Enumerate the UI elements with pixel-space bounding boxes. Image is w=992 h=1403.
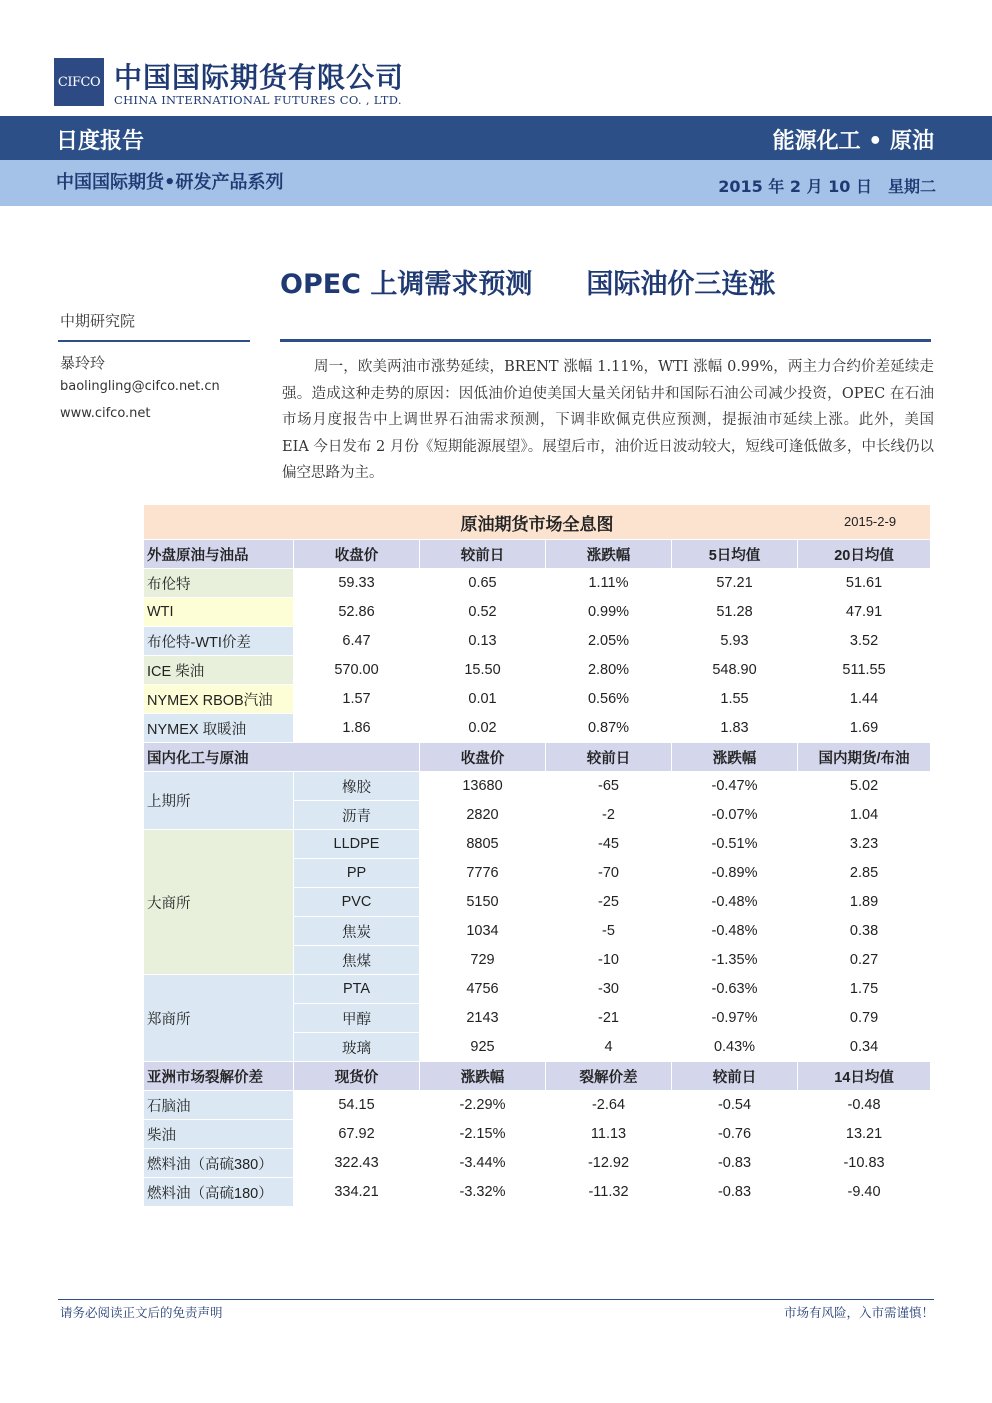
row-label: NYMEX 取暖油 (144, 714, 294, 743)
column-header: 20日均值 (798, 540, 931, 569)
product-label: 焦炭 (294, 917, 420, 946)
table-cell: 0.34 (798, 1033, 931, 1062)
risk-warning: 市场有风险，入市需谨慎！ (783, 1305, 934, 1320)
table-cell: 925 (420, 1033, 546, 1062)
market-overview-table (143, 504, 931, 1207)
column-header: 亚洲市场裂解价差 (144, 1062, 294, 1091)
table-cell: -30 (546, 975, 672, 1004)
table-row (144, 1178, 931, 1207)
table-cell: -65 (546, 772, 672, 801)
column-header: 涨跌幅 (420, 1062, 546, 1091)
table-row (144, 1091, 931, 1120)
section-header-row (144, 1062, 931, 1091)
table-date: 2015-2-9 (844, 514, 897, 529)
table-cell: 1.89 (798, 888, 931, 917)
table-cell: -0.47% (672, 772, 798, 801)
disclaimer-note: 请务必阅读正文后的免责声明 (60, 1305, 223, 1320)
table-cell: -1.35% (672, 946, 798, 975)
table-cell: -2.15% (420, 1120, 546, 1149)
table-caption (144, 505, 931, 540)
table-cell: 0.43% (672, 1033, 798, 1062)
table-cell: 2.80% (546, 656, 672, 685)
table-cell: 322.43 (294, 1149, 420, 1178)
table-cell: 57.21 (672, 569, 798, 598)
row-label: 燃料油（高硫180） (144, 1178, 294, 1207)
author-name: 暴玲玲 (60, 354, 106, 372)
table-row (144, 1149, 931, 1178)
column-header: 较前日 (420, 540, 546, 569)
product-label: 焦煤 (294, 946, 420, 975)
table-cell: 1.44 (798, 685, 931, 714)
table-row (144, 975, 931, 1004)
row-label: NYMEX RBOB汽油 (144, 685, 294, 714)
table-cell: -70 (546, 859, 672, 888)
table-cell: 7776 (420, 859, 546, 888)
product-label: PTA (294, 975, 420, 1004)
table-cell: -0.97% (672, 1004, 798, 1033)
column-header: 14日均值 (798, 1062, 931, 1091)
table-cell: -0.51% (672, 830, 798, 859)
table-cell: 0.87% (546, 714, 672, 743)
table-cell: 3.23 (798, 830, 931, 859)
report-series: 中国国际期货•研发产品系列 (56, 172, 284, 193)
row-label: 石脑油 (144, 1091, 294, 1120)
footer-divider (58, 1299, 934, 1300)
exchange-label: 上期所 (144, 772, 294, 830)
table-cell: -0.83 (672, 1178, 798, 1207)
cifco-logo (54, 58, 104, 106)
table-cell: -0.07% (672, 801, 798, 830)
product-label: PP (294, 859, 420, 888)
table-cell: -21 (546, 1004, 672, 1033)
table-cell: 5.93 (672, 627, 798, 656)
table-cell: -0.76 (672, 1120, 798, 1149)
company-name-en: CHINA INTERNATIONAL FUTURES CO. , LTD. (114, 93, 402, 107)
table-row (144, 772, 931, 801)
exchange-label: 郑商所 (144, 975, 294, 1062)
table-cell: 4756 (420, 975, 546, 1004)
table-cell: 59.33 (294, 569, 420, 598)
row-label: 布伦特-WTI价差 (144, 627, 294, 656)
table-cell: -11.32 (546, 1178, 672, 1207)
table-cell: 15.50 (420, 656, 546, 685)
table-cell: 1.55 (672, 685, 798, 714)
table-cell: 0.02 (420, 714, 546, 743)
table-cell: 570.00 (294, 656, 420, 685)
table-cell: -9.40 (798, 1178, 931, 1207)
table-cell: 0.01 (420, 685, 546, 714)
column-header: 裂解价差 (546, 1062, 672, 1091)
sidebar-divider (58, 340, 250, 342)
table-cell: 3.52 (798, 627, 931, 656)
table-row (144, 569, 931, 598)
table-cell: 1.86 (294, 714, 420, 743)
table-cell: -0.48 (798, 1091, 931, 1120)
report-type: 日度报告 (56, 129, 145, 154)
table-cell: 5.02 (798, 772, 931, 801)
table-title: 原油期货市场全息图 (460, 514, 614, 534)
table-cell: -3.32% (420, 1178, 546, 1207)
table-cell: 1.83 (672, 714, 798, 743)
table-cell: 6.47 (294, 627, 420, 656)
table-cell: -5 (546, 917, 672, 946)
table-cell: 1.11% (546, 569, 672, 598)
product-label: PVC (294, 888, 420, 917)
table-cell: -12.92 (546, 1149, 672, 1178)
column-header: 收盘价 (420, 743, 546, 772)
product-label: LLDPE (294, 830, 420, 859)
table-row (144, 598, 931, 627)
column-header: 较前日 (672, 1062, 798, 1091)
table-cell: 1.69 (798, 714, 931, 743)
table-cell: -2 (546, 801, 672, 830)
table-cell: 0.27 (798, 946, 931, 975)
table-cell: 1.04 (798, 801, 931, 830)
product-label: 玻璃 (294, 1033, 420, 1062)
table-cell: 54.15 (294, 1091, 420, 1120)
table-cell: -45 (546, 830, 672, 859)
summary-paragraph: 周一，欧美两油市涨势延续，BRENT 涨幅 1.11%，WTI 涨幅 0.99%，两主力合约价差延续走强。造成这种走势的原因：因低油价迫使美国大量关闭钻井和国际石油公司减少投资，OPEC 在石油市场月度报告中上调世界石油需求预测，下调非欧佩克供应预测，提振油市延续上涨。此外，美国 EIA 今日发布 2 月份《短期能源展望》。展望后市，油价近日波动较大，短线可逢低做多，中长线仍以偏空思路为主。 (282, 359, 934, 481)
table-cell: 2820 (420, 801, 546, 830)
table-row (144, 627, 931, 656)
author-email[interactable]: baolingling@cifco.net.cn (60, 379, 220, 394)
column-header: 涨跌幅 (672, 743, 798, 772)
column-header: 外盘原油与油品 (144, 540, 294, 569)
table-cell: 52.86 (294, 598, 420, 627)
report-date: 2015 年 2 月 10 日 星期二 (718, 177, 936, 196)
table-cell: 51.28 (672, 598, 798, 627)
table-cell: 1.57 (294, 685, 420, 714)
table-cell: -2.29% (420, 1091, 546, 1120)
table-cell: -0.54 (672, 1091, 798, 1120)
product-label: 橡胶 (294, 772, 420, 801)
row-label: 布伦特 (144, 569, 294, 598)
report-title: OPEC 上调需求预测 国际油价三连涨 (280, 269, 776, 300)
table-cell: 51.61 (798, 569, 931, 598)
table-cell: 67.92 (294, 1120, 420, 1149)
table-cell: 13.21 (798, 1120, 931, 1149)
product-label: 沥青 (294, 801, 420, 830)
table-cell: 334.21 (294, 1178, 420, 1207)
table-cell: 1034 (420, 917, 546, 946)
company-website[interactable]: www.cifco.net (60, 406, 151, 421)
table-cell: -10 (546, 946, 672, 975)
section-header-row (144, 743, 931, 772)
row-label: 柴油 (144, 1120, 294, 1149)
table-cell: 0.56% (546, 685, 672, 714)
table-row (144, 830, 931, 859)
title-divider (280, 339, 931, 342)
table-cell: 2.85 (798, 859, 931, 888)
table-cell: 0.13 (420, 627, 546, 656)
table-cell: 13680 (420, 772, 546, 801)
table-cell: 0.65 (420, 569, 546, 598)
table-cell: 47.91 (798, 598, 931, 627)
table-cell: -3.44% (420, 1149, 546, 1178)
table-cell: -0.48% (672, 888, 798, 917)
table-cell: 2.05% (546, 627, 672, 656)
exchange-label: 大商所 (144, 830, 294, 975)
table-caption-row (144, 505, 931, 540)
table-cell: -2.64 (546, 1091, 672, 1120)
product-label: 甲醇 (294, 1004, 420, 1033)
table-row (144, 1120, 931, 1149)
column-header: 现货价 (294, 1062, 420, 1091)
table-cell: 0.52 (420, 598, 546, 627)
table-cell: -10.83 (798, 1149, 931, 1178)
table-cell: 511.55 (798, 656, 931, 685)
table-cell: 8805 (420, 830, 546, 859)
column-header: 国内化工与原油 (144, 743, 420, 772)
row-label: WTI (144, 598, 294, 627)
report-sector: 能源化工 • 原油 (772, 129, 934, 154)
table-cell: -25 (546, 888, 672, 917)
company-name-cn: 中国国际期货有限公司 (114, 61, 405, 94)
logo-abbr: CIFCO (57, 74, 101, 90)
table-cell: 2143 (420, 1004, 546, 1033)
table-cell: 4 (546, 1033, 672, 1062)
table-cell: 1.75 (798, 975, 931, 1004)
row-label: ICE 柴油 (144, 656, 294, 685)
table-cell: 0.79 (798, 1004, 931, 1033)
table-cell: 5150 (420, 888, 546, 917)
table-cell: 0.38 (798, 917, 931, 946)
column-header: 涨跌幅 (546, 540, 672, 569)
table-cell: -0.63% (672, 975, 798, 1004)
column-header: 收盘价 (294, 540, 420, 569)
column-header: 国内期货/布油 (798, 743, 931, 772)
table-cell: -0.48% (672, 917, 798, 946)
column-header: 较前日 (546, 743, 672, 772)
column-header: 5日均值 (672, 540, 798, 569)
table-row (144, 714, 931, 743)
table-cell: 729 (420, 946, 546, 975)
table-cell: -0.89% (672, 859, 798, 888)
table-cell: -0.83 (672, 1149, 798, 1178)
table-cell: 0.99% (546, 598, 672, 627)
table-cell: 11.13 (546, 1120, 672, 1149)
table-row (144, 685, 931, 714)
section-header-row (144, 540, 931, 569)
institute-name: 中期研究院 (60, 312, 136, 330)
table-cell: 548.90 (672, 656, 798, 685)
table-row (144, 656, 931, 685)
row-label: 燃料油（高硫380） (144, 1149, 294, 1178)
